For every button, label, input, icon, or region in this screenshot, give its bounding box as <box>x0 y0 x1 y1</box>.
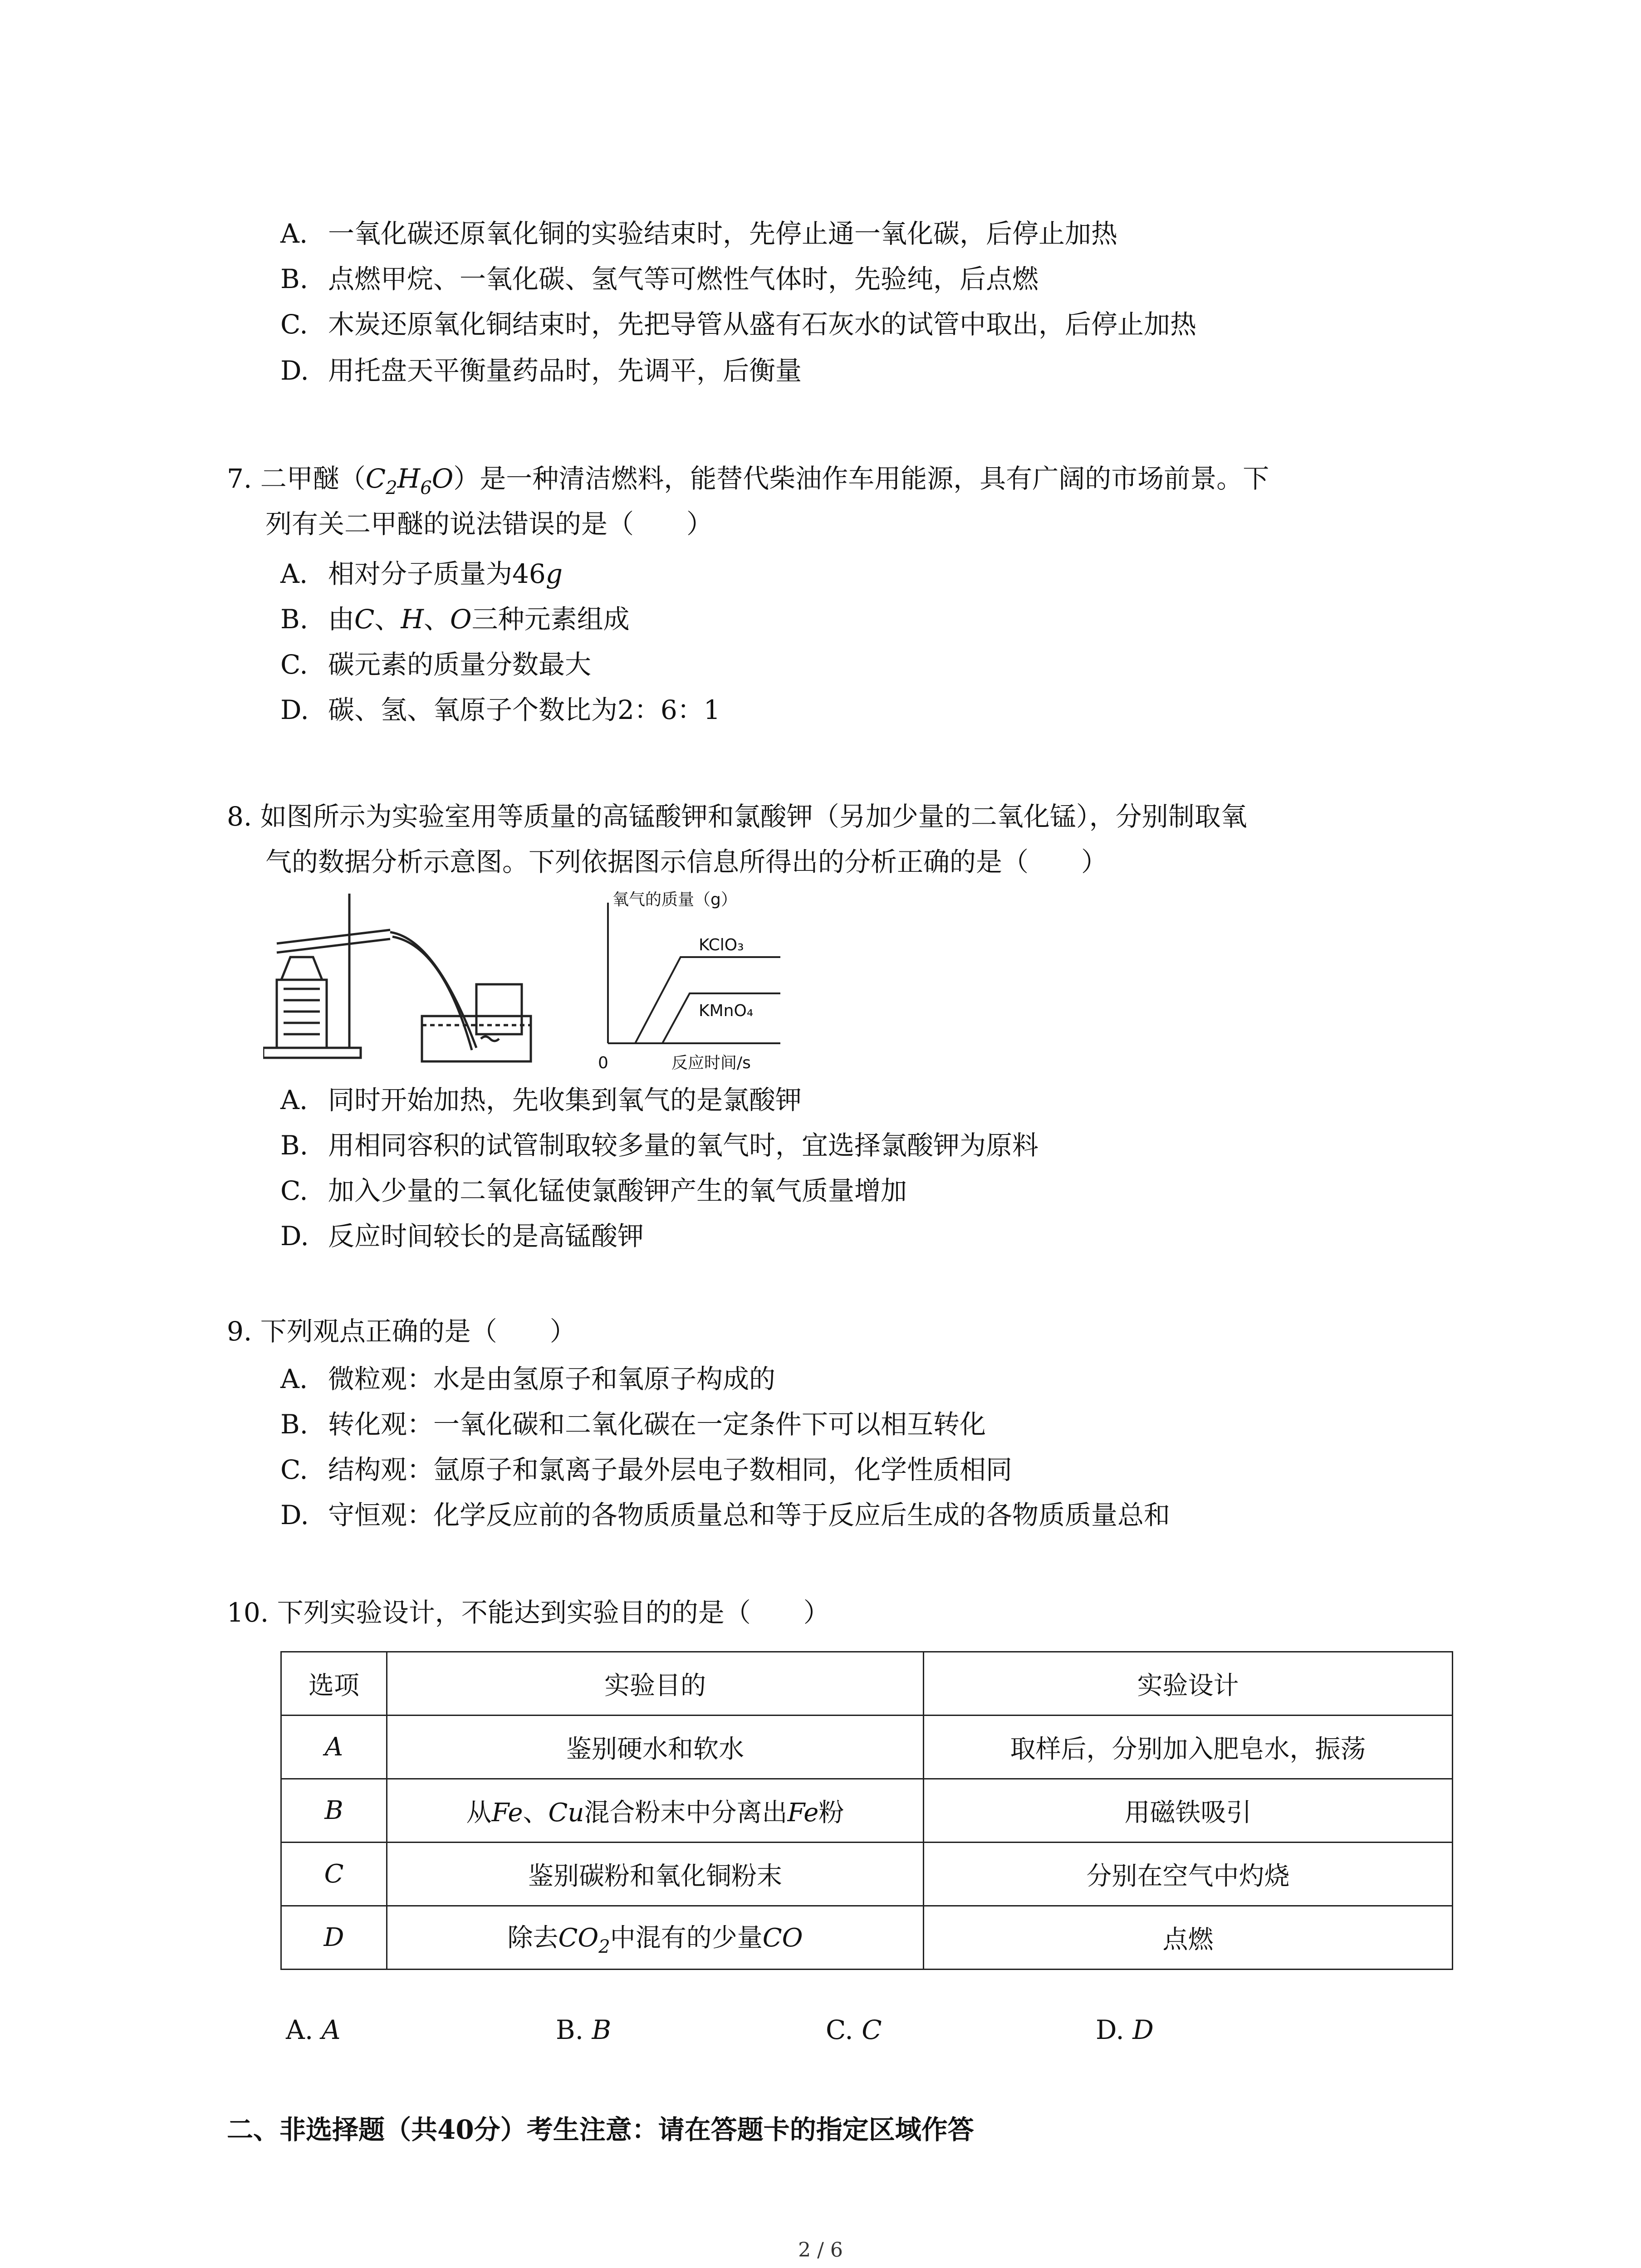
question-number: 7. <box>227 463 252 494</box>
q8-stem <box>227 801 1247 832</box>
q7-option-b <box>280 603 630 635</box>
option-text: 相对分子质量为46 <box>328 558 546 589</box>
formula-sub: 2 <box>386 478 397 499</box>
table-row <box>281 1906 1453 1970</box>
element-fe: Fe <box>787 1798 819 1828</box>
option-text: 结构观：氩原子和氯离子最外层电子数相同，化学性质相同 <box>328 1454 1013 1485</box>
q7-stem-line2: 列有关二甲醚的说法错误的是（ ） <box>265 508 713 539</box>
row-option: C <box>281 1843 387 1906</box>
option-label: C. <box>280 649 308 680</box>
goal-text: 粉 <box>818 1798 844 1828</box>
formula-co2: CO <box>558 1923 599 1953</box>
element-o: O <box>450 604 472 635</box>
row-design: 点燃 <box>924 1906 1453 1970</box>
q8-option-d <box>280 1220 644 1252</box>
q8-figure <box>263 889 808 1080</box>
row-option: A <box>281 1716 387 1779</box>
option-text: 碳、氢、氧原子个数比为2：6：1 <box>328 694 720 725</box>
option-text: 反应时间较长的是高锰酸钾 <box>328 1221 644 1251</box>
answer-value: D <box>1132 2014 1154 2045</box>
q9-stem <box>227 1315 576 1347</box>
q6-option-b <box>280 263 1038 295</box>
option-label: D. <box>280 355 309 386</box>
question-number: 8. <box>227 801 252 832</box>
question-number: 10. <box>227 1597 269 1628</box>
option-text: 一氧化碳还原氧化铜的实验结束时，先停止通一氧化碳，后停止加热 <box>328 218 1118 249</box>
option-text: 同时开始加热，先收集到氧气的是氯酸钾 <box>328 1085 802 1115</box>
option-label: A. <box>280 1085 308 1115</box>
q6-option-d <box>280 355 802 386</box>
option-text: 木炭还原氧化铜结束时，先把导管从盛有石灰水的试管中取出，后停止加热 <box>328 309 1197 340</box>
q10-answer-b <box>556 2014 611 2046</box>
table-row <box>281 1779 1453 1843</box>
q9-option-c <box>280 1454 1012 1486</box>
q9-option-d <box>280 1499 1170 1531</box>
option-text: 三种元素组成 <box>471 604 630 635</box>
q7-option-a <box>280 558 563 590</box>
graph-series-kclo3: KClO₃ <box>699 936 744 954</box>
answer-value: B <box>592 2014 612 2045</box>
answer-label: C. <box>826 2014 853 2045</box>
stem-text: 二甲醚（ <box>260 463 366 494</box>
q7-option-c <box>280 649 591 680</box>
row-goal: 鉴别硬水和软水 <box>387 1716 924 1779</box>
header-design: 实验设计 <box>924 1652 1453 1716</box>
graph-origin: 0 <box>598 1054 608 1072</box>
option-label: A. <box>280 558 308 589</box>
page-number: 2 / 6 <box>798 2239 843 2262</box>
q10-answer-a <box>286 2014 341 2046</box>
option-label: D. <box>280 694 309 725</box>
graph-xlabel: 反应时间/s <box>671 1054 751 1072</box>
graph-ylabel: 氧气的质量（g） <box>612 890 737 909</box>
option-text: 用相同容积的试管制取较多量的氧气时，宜选择氯酸钾为原料 <box>328 1130 1039 1161</box>
row-design: 分别在空气中灼烧 <box>924 1843 1453 1906</box>
option-text: 用托盘天平衡量药品时，先调平，后衡量 <box>328 355 802 386</box>
q7-option-d <box>280 694 720 726</box>
table-row <box>281 1716 1453 1779</box>
header-option: 选项 <box>281 1652 387 1716</box>
option-label: A. <box>280 218 308 249</box>
option-label: C. <box>280 309 308 340</box>
graph-series-kmno4: KMnO₄ <box>699 1002 754 1020</box>
q9-option-a <box>280 1363 775 1395</box>
option-label: C. <box>280 1454 308 1485</box>
row-option: B <box>281 1779 387 1843</box>
formula-sub: 2 <box>598 1936 610 1957</box>
formula-sub: 6 <box>420 478 432 499</box>
q9-option-b <box>280 1408 986 1440</box>
option-label: B. <box>280 264 309 294</box>
section-2-heading: 二、非选择题（共40分）考生注意：请在答题卡的指定区域作答 <box>227 2114 974 2145</box>
stem-text: 下列观点正确的是（ ） <box>260 1316 576 1347</box>
option-text: 点燃甲烷、一氧化碳、氢气等可燃性气体时，先验纯，后点燃 <box>328 264 1039 294</box>
stem-text: ）是一种清洁燃料，能替代柴油作车用能源，具有广阔的市场前景。下 <box>453 463 1269 494</box>
row-goal <box>387 1906 924 1970</box>
formula-c: C <box>365 463 386 494</box>
separator: 、 <box>374 604 401 635</box>
table-row <box>281 1843 1453 1906</box>
row-design: 取样后，分别加入肥皂水，振荡 <box>924 1716 1453 1779</box>
element-cu: Cu <box>548 1798 584 1828</box>
answer-value: A <box>321 2014 341 2045</box>
separator: 、 <box>523 1798 549 1828</box>
q8-stem-line2: 气的数据分析示意图。下列依据图示信息所得出的分析正确的是（ ） <box>265 846 1108 877</box>
lab-apparatus-icon <box>263 894 531 1061</box>
option-label: D. <box>280 1500 309 1530</box>
answer-label: A. <box>286 2014 314 2045</box>
option-text: 转化观：一氧化碳和二氧化碳在一定条件下可以相互转化 <box>328 1409 986 1440</box>
q6-option-c <box>280 308 1196 340</box>
answer-label: D. <box>1096 2014 1124 2045</box>
option-label: B. <box>280 604 309 635</box>
goal-text: 从 <box>466 1798 492 1828</box>
option-text: 碳元素的质量分数最大 <box>328 649 592 680</box>
q8-option-a <box>280 1084 802 1116</box>
element-h: H <box>401 604 424 635</box>
separator: 、 <box>424 604 451 635</box>
q10-stem <box>227 1597 830 1628</box>
row-goal <box>387 1779 924 1843</box>
formula-co: CO <box>762 1923 803 1953</box>
q8-option-b <box>280 1129 1038 1161</box>
q10-answer-d <box>1096 2014 1154 2046</box>
goal-text: 中混有的少量 <box>610 1923 763 1953</box>
option-text: 微粒观：水是由氢原子和氧原子构成的 <box>328 1364 776 1394</box>
option-text: 守恒观：化学反应前的各物质质量总和等于反应后生成的各物质质量总和 <box>328 1500 1171 1530</box>
option-text: 由 <box>328 604 355 635</box>
stem-text: 下列实验设计，不能达到实验目的的是（ ） <box>277 1597 830 1628</box>
option-label: A. <box>280 1364 308 1394</box>
answer-label: B. <box>556 2014 584 2045</box>
q10-answer-c <box>826 2014 882 2046</box>
option-label: C. <box>280 1175 308 1206</box>
formula-h: H <box>397 463 421 494</box>
q6-option-a <box>280 218 1117 249</box>
row-design: 用磁铁吸引 <box>924 1779 1453 1843</box>
answer-value: C <box>862 2014 882 2045</box>
option-label: B. <box>280 1130 309 1161</box>
experiment-table <box>280 1651 1453 1970</box>
header-goal: 实验目的 <box>387 1652 924 1716</box>
row-goal: 鉴别碳粉和氧化铜粉末 <box>387 1843 924 1906</box>
option-label: D. <box>280 1221 309 1251</box>
stem-text: 如图所示为实验室用等质量的高锰酸钾和氯酸钾（另加少量的二氧化锰），分别制取氧 <box>260 801 1247 832</box>
option-text: 加入少量的二氧化锰使氯酸钾产生的氧气质量增加 <box>328 1175 907 1206</box>
element-c: C <box>354 604 375 635</box>
formula-o: O <box>431 463 454 494</box>
goal-text: 除去 <box>507 1923 558 1953</box>
goal-text: 混合粉末中分离出 <box>584 1798 788 1828</box>
element-fe: Fe <box>491 1798 523 1828</box>
question-number: 9. <box>227 1316 252 1347</box>
q8-option-c <box>280 1175 907 1207</box>
option-label: B. <box>280 1409 309 1440</box>
row-option: D <box>281 1906 387 1970</box>
unit: g <box>545 558 563 589</box>
table-header-row <box>281 1652 1453 1716</box>
q7-stem <box>227 463 1269 504</box>
oxygen-mass-graph <box>608 903 780 1043</box>
